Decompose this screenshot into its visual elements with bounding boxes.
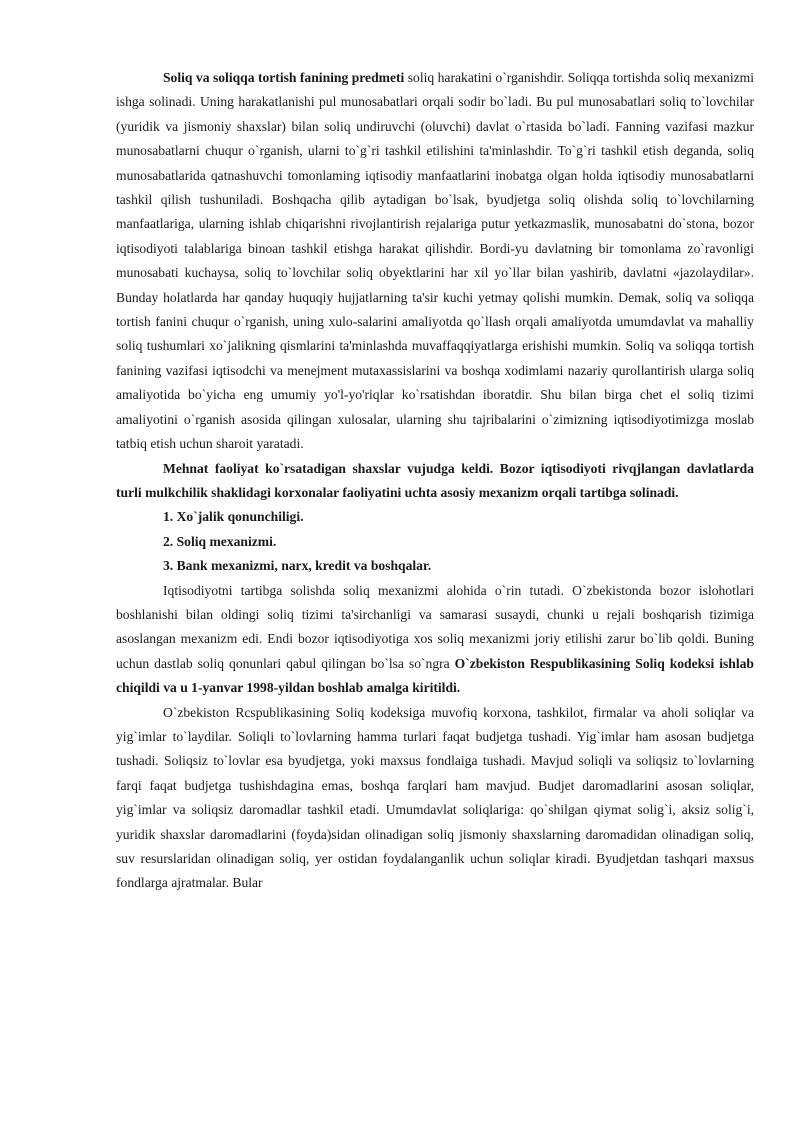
paragraph-tax-code: O`zbekiston Rcspublikasining Soliq kodeksiga muvofiq korxona, tashkilot, firmalar va aholi soliqlar va yig`imlar to`laydilar. Soliqli to`lovlarning hamma turlari faqat budjetga tushadi. Yig`imlar ham asosan budjetga tushadi. Soliqsiz to`lovlar esa byudjetga, yoki maxsus fondlaiga tushadi. Mavjud soliqli va soliqsiz to`lovlarning farqi faqat budjetga tushishdagina emas, boshqa farqlari ham mavjud. Budjet daromadlarini asosan soliqlar, yig`imlar va soliqsiz daromadlar tashkil etadi. Umumdavlat soliqlariga: qo`shilgan qiymat solig`i, aksiz solig`i, yuridik shaxslar daromadlarini (foyda)sidan olinadigan soliq jismoniy shaxslarning daromadidan olinadigan soliq, suv resurslaridan olinadigan soliq, yer ostidan foydalanganlik uchun soliqlar kiradi. Byudjetdan tashqari maxsus fondlarga ajratmalar. Bular xyxy=(116,704,754,891)
paragraph-regulation xyxy=(116,579,754,701)
paragraph-lead-term: Soliq va soliqqa tortish fanining predmeti xyxy=(163,70,405,85)
paragraph-text: Iqtisodiyotni tartibga solishda soliq mexanizmi alohida o`rin tutadi. O`zbekistonda bozor islohotlari boshlanishi bilan oldingi soliq tizimi ta'sirchanligi va samarasi susaydi, chunki u rejali boshqarish tizimiga asoslangan mexanizm edi. Endi bozor iqtisodiyotiga xos soliq mexanizmi joriy etilishi zarur bo`lib qoldi. Buning uchun dastlab soliq qonunlari qabul qilingan bo`lsa so`ngra xyxy=(116,582,754,671)
paragraph-subject xyxy=(116,66,754,457)
list-item: 1. Xo`jalik qonunchiligi. xyxy=(163,509,304,525)
paragraph-bold-statement: O`zbekiston Respublikasining Soliq kodeksi ishlab chiqildi va u 1-yanvar 1998-yildan boshlab amalga kiritildi. xyxy=(116,655,754,696)
paragraph-mechanisms: Mehnat faoliyat ko`rsatadigan shaxslar vujudga keldi. Bozor iqtisodiyoti rivqjlangan davlatlarda turli mulkchilik shaklidagi korxonalar faoliyatini uchta asosiy mexanizm orqali tartibga solinadi. xyxy=(116,460,754,500)
paragraph-text: soliq harakatini o`rganishdir. Soliqqa tortishda soliq mexanizmi ishga solinadi. Uning harakatlanishi pul munosabatlari orqali sodir bo`ladi. Bu pul munosabatlari soliq to`lovchilar (yuridik va jismoniy shaxslar) bilan soliq undiruvchi (oluvchi) davlat o`rtasida bo`ladi. Fanning vazifasi mazkur munosabatlarni chuqur o`rganish, ularni to`g`ri tashkil etilishini ta'minlashdir. To`g`ri tashkil etish deganda, soliq munosabatlarida qatnashuvchi tomonlaming iqtisodiy manfaatlarini inobatga olgan holda iqtisodiy munosabatlarni tashkil qilish tushuniladi. Boshqacha qilib aytadigan bo`lsak, byudjetga soliq olishda soliq to`lovchilarning manfaatlariga, ularning ishlab chiqarishni rivojlantirish rejalariga putur yetkazmaslik, munosabatni do`stona, bozor iqtisodiyoti talablariga binoan tashkil etishga harakat qilishdir. Bordi-yu davlatning bir tomonlama zo`ravonligi munosabati kuchaysa, soliq to`lovchilar soliq obyektlarini har xil yo`llar bilan yashirib, davlatni «jazolaydilar». Bunday holatlarda har qanday huquqiy hujjatlarning ta'sir kuchi yetmay qolishi mumkin. Demak, soliq va soliqqa tortish fanini chuqur o`rganish, uning xulo-salarini amaliyotda qo`llash orqali amaliyotda umumdavlat va mahalliy soliq tushumlari xo`jalikning qismlarini ta'minlashda muvaffaqqiyatlarga erishishi mumkin. Soliq va soliqqa tortish fanining vazifasi iqtisodchi va menejment mutaxassislarini va boshqa xodimlami nazariy qurollantirish ularga soliq amaliyotida bo`yicha eng umumiy yo'l-yo'riqlar ko`rsatishdan iboratdir. Shu bilan birga chet el soliq tizimi amaliyotini o`rganish asosida qilingan xulosalar, ularning shu tajribalarini o`zimizning iqtisodiyotimizga moslab tatbiq etish uchun sharoit yaratadi. xyxy=(116,70,754,452)
list-item: 3. Bank mexanizmi, narx, kredit va boshqalar. xyxy=(163,558,432,574)
document-page xyxy=(116,66,754,896)
list-item: 2. Soliq mexanizmi. xyxy=(163,533,277,549)
